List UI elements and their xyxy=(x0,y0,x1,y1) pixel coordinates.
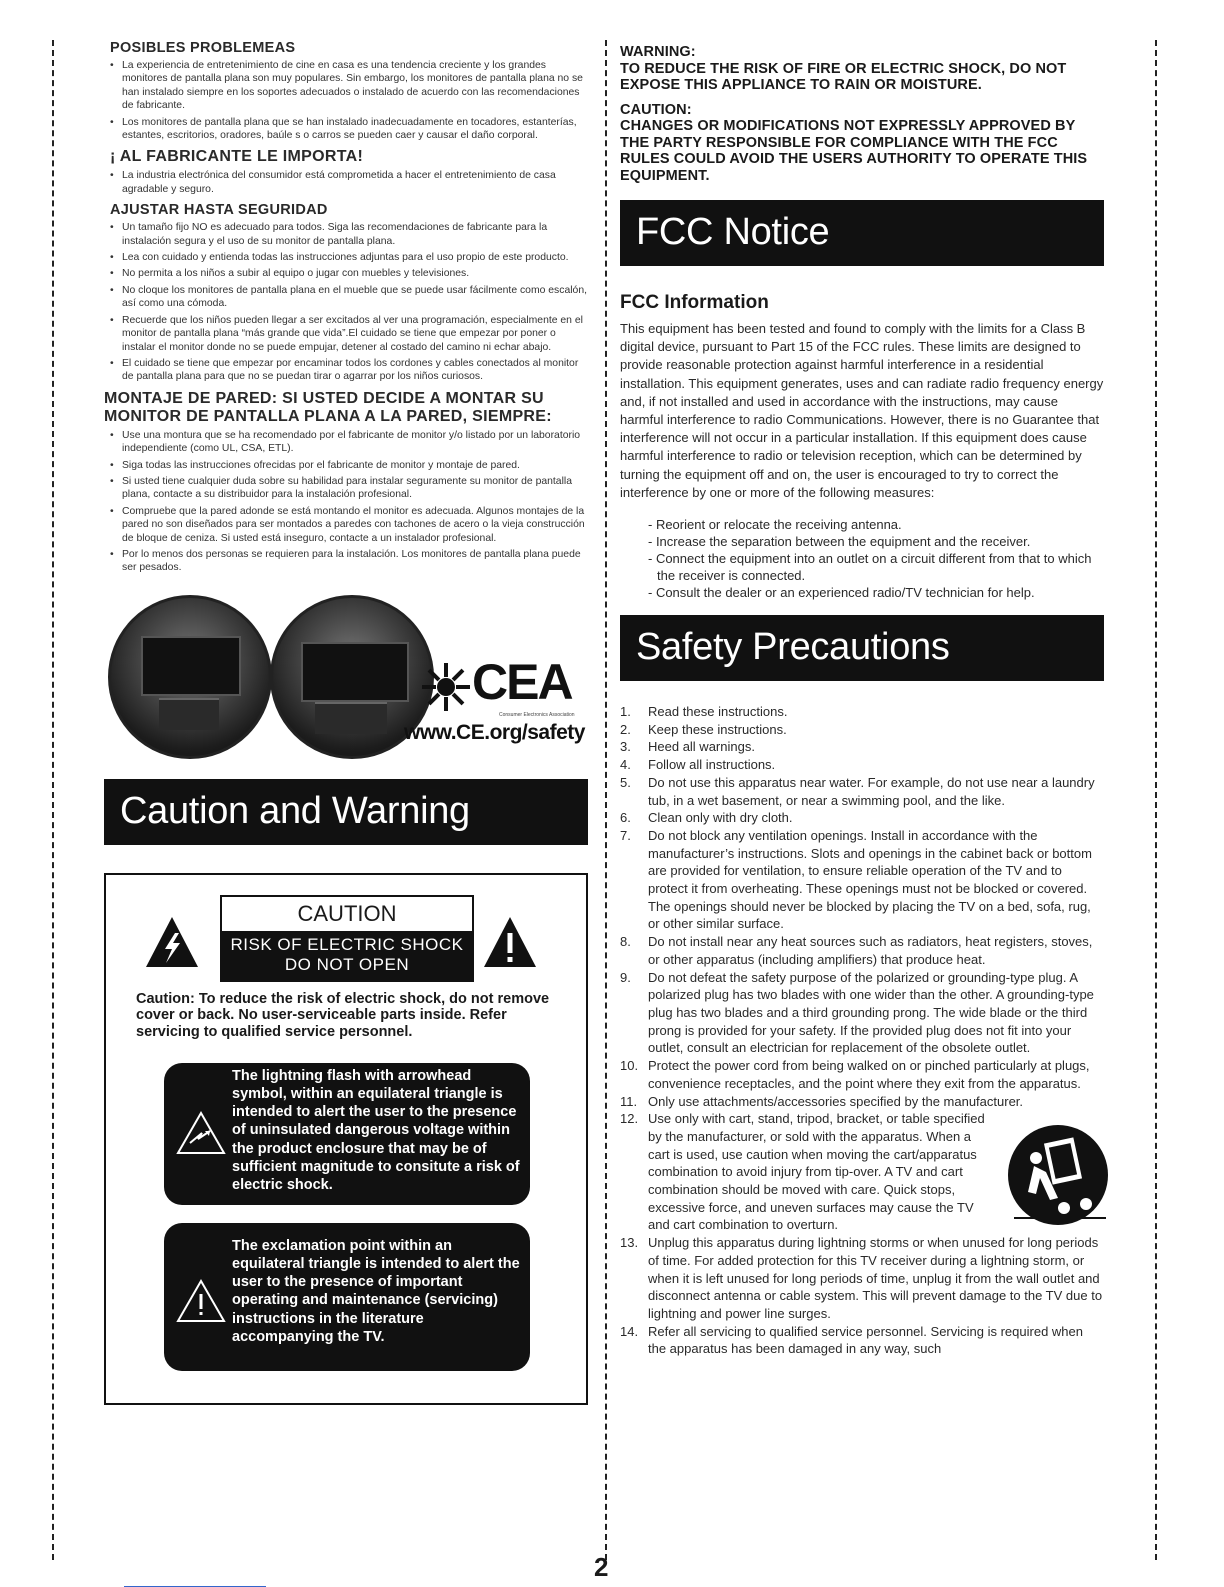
list-item xyxy=(620,774,1104,809)
list-item xyxy=(620,738,1104,756)
list-item: - Connect the equipment into an outlet on a circuit different from that to which the receiver is connected. xyxy=(648,551,1092,584)
item-text: Do not install near any heat sources such as radiators, heat registers, stoves, or other apparatus (including amplifiers) that produce heat. xyxy=(648,934,1093,967)
item-number: 11. xyxy=(620,1093,638,1109)
item-number: 10. xyxy=(620,1058,639,1074)
list-item: • Lea con cuidado y entienda todas las instrucciones adjuntas para el uso propio de este producto. xyxy=(104,251,588,264)
exclamation-outline-icon xyxy=(176,1279,226,1323)
item-text: Unplug this apparatus during lightning storms or when unused for long periods of time. For added protection for this TV receiver during a lightning storm, or when it is left unused for long periods of time, unplug it from the wall outlet and disconnect antenna or cable system. This will prevent damage to the TV due to lightning and power line surges. xyxy=(648,1235,1103,1321)
caution-box xyxy=(104,873,588,1405)
safety-precautions-list xyxy=(620,703,1104,1358)
item-number: 5. xyxy=(620,774,631,790)
left-column xyxy=(104,40,588,1405)
right-column xyxy=(620,44,1104,1358)
item-number: 6. xyxy=(620,810,631,826)
item-number: 9. xyxy=(620,969,631,985)
item-number: 3. xyxy=(620,739,631,755)
exclamation-explanation-panel xyxy=(164,1223,530,1371)
fcc-body-text: This equipment has been tested and found to comply with the limits for a Class B digital device, pursuant to Part 15 of the FCC rules. These limits are designed to provide reasonable protection against harmful interference in a residential installation. This equipment generates, uses and can radiate radio frequency energy and, if not installed and used in accordance with the instructions, may cause harmful interference to radio Communications. However, there is no Guarantee that interference will not occur in a particular installation. If this equipment does cause harmful interference to radio or television reception, which can be determined by turning the equipment off and on, the user is encouraged to try to correct the interference by one or more of the following measures: xyxy=(620,321,1104,500)
warning-heading: WARNING: xyxy=(620,44,696,60)
exclamation-triangle-icon xyxy=(482,915,538,971)
cea-logo: CEA xyxy=(472,653,572,710)
list-item xyxy=(620,1234,1104,1323)
list-item: • El cuidado se tiene que empezar por encaminar todos los cordones y cables conectados al monitor de pantalla plana para que no se puedan tirar o agarrar por los niños curiosos. xyxy=(104,357,588,384)
item-text: Clean only with dry cloth. xyxy=(648,810,793,826)
list-item: • La experiencia de entretenimiento de cine en casa es una tendencia creciente y los grandes monitores de pantalla plana son muy populares. Sin embargo, los monitores de pantalla plana no se han instalado siempre en los soportes adecuados o instalado de acuerdo con las recomendaciones de fabricante. xyxy=(104,59,588,113)
list-item xyxy=(620,809,1104,827)
list-item: - Consult the dealer or an experienced radio/TV technician for help. xyxy=(648,585,1035,601)
spanish-heading-3: AJUSTAR HASTA SEGURIDAD xyxy=(110,202,328,219)
spanish-heading-4-line1: MONTAJE DE PARED: SI USTED DECIDE A MONTAR SU xyxy=(104,389,544,407)
list-item xyxy=(620,969,1104,1058)
item-text: Use only with cart, stand, tripod, bracket, or table specified by the manufacturer, or sold with the apparatus. When a cart is used, use caution when moving the cart/apparatus combination to avoid injury from tip-over. A TV and cart combination should be moved with care. Quick stops, excessive force, and uneven surfaces may cause the TV and cart combination to overturn. xyxy=(648,1111,985,1233)
cea-url: www.CE.org/safety xyxy=(404,720,585,744)
list-item: • Compruebe que la pared adonde se está montando el monitor es adecuada. Algunos montajes de la pared no son diseñados para ser montados a paredes con tachones de acero o la vieja construcción de bloque de ceniza. Si usted está inseguro, contacte a un instalador profesional. xyxy=(104,505,588,545)
list-item: • Por lo menos dos personas se requieren para la instalación. Los monitores de pantalla plana puede ser pesados. xyxy=(104,548,588,575)
spanish-heading-4 xyxy=(104,390,588,426)
lightning-explanation-panel xyxy=(164,1063,530,1205)
item-number: 2. xyxy=(620,721,631,737)
list-item: • Si usted tiene cualquier duda sobre su habilidad para instalar seguramente su monitor de pantalla plana, contacte a su distribuidor para la instalación profesional. xyxy=(104,475,588,502)
list-item xyxy=(620,827,1104,933)
warning-text: TO REDUCE THE RISK OF FIRE OR ELECTRIC SHOCK, DO NOT EXPOSE THIS APPLIANCE TO RAIN OR MOISTURE. xyxy=(620,60,1067,93)
list-item: • No cloque los monitores de pantalla plana en el mueble que se puede usar fácilmente como escalón, así como una cómoda. xyxy=(104,284,588,311)
item-number: 13. xyxy=(620,1235,639,1251)
item-number: 4. xyxy=(620,757,631,773)
list-item xyxy=(620,721,1104,739)
caution-heading: CAUTION: xyxy=(620,101,692,118)
caution-text: Caution: To reduce the risk of electric shock, do not remove cover or back. No user-serviceable parts inside. Refer servicing to qualified service personnel. xyxy=(136,990,550,1040)
lightning-triangle-icon xyxy=(144,915,200,971)
item-text: Refer all servicing to qualified service personnel. Servicing is required when the apparatus has been damaged in any way, such xyxy=(648,1323,1083,1357)
item-number: 14. xyxy=(620,1323,639,1339)
item-number: 7. xyxy=(620,827,631,843)
right-cut-line xyxy=(1155,40,1157,1560)
caution-label-title: CAUTION xyxy=(297,900,397,926)
item-text: Keep these instructions. xyxy=(648,721,787,737)
list-item xyxy=(620,1093,1104,1111)
spanish-list-1 xyxy=(104,59,588,142)
fcc-information-heading: FCC Information xyxy=(620,292,769,313)
item-number: 8. xyxy=(620,934,631,950)
caution-warning-banner: Caution and Warning xyxy=(104,779,588,845)
item-text: Read these instructions. xyxy=(648,704,788,720)
left-cut-line xyxy=(52,40,54,1560)
list-item: • Recuerde que los niños pueden llegar a ser excitados al ver una programación, especialmente en el monitor de pantalla plana “más grande que vida”.El cuidado se tiene que empezar por poner o instalar el monitor donde no se puede empujar, detener al costado del camino ni echar abajo. xyxy=(104,314,588,354)
list-item xyxy=(620,1323,1104,1358)
list-item: • Un tamaño fijo NO es adecuado para todos. Siga las recomendaciones de fabricante para la instalación segura y el uso de su monitor de pantalla plana. xyxy=(104,221,588,248)
fcc-measures-list xyxy=(648,516,1104,601)
spanish-list-2 xyxy=(104,169,588,196)
spanish-heading-4-line2: MONITOR DE PANTALLA PLANA A LA PARED, SIEMPRE: xyxy=(104,407,552,425)
spanish-heading-2: ¡ AL FABRICANTE LE IMPORTA! xyxy=(110,148,364,166)
item-text: Protect the power cord from being walked on or pinched particularly at plugs, convenience receptacles, and the point where they exit from the apparatus. xyxy=(648,1058,1090,1091)
center-cut-line xyxy=(605,40,607,1560)
fcc-notice-banner: FCC Notice xyxy=(620,200,1104,266)
cea-starburst-icon xyxy=(422,663,470,711)
caution-modifications-text: CHANGES OR MODIFICATIONS NOT EXPRESSLY APPROVED BY THE PARTY RESPONSIBLE FOR COMPLIANCE WITH THE FCC RULES COULD AVOID THE USERS AUTHORITY TO OPERATE THIS EQUIPMENT. xyxy=(620,118,1088,184)
item-text: Do not use this apparatus near water. For example, do not use near a laundry tub, in a wet basement, or near a swimming pool, and the like. xyxy=(648,774,1095,808)
list-item: • No permita a los niños a subir al equipo o jugar con muebles y televisiones. xyxy=(104,267,588,280)
item-text: Follow all instructions. xyxy=(648,757,776,773)
lightning-outline-icon xyxy=(176,1111,226,1155)
safety-precautions-banner: Safety Precautions xyxy=(620,615,1104,681)
spanish-list-3 xyxy=(104,221,588,383)
item-text: Only use attachments/accessories specified by the manufacturer. xyxy=(648,1093,1024,1109)
item-number: 12. xyxy=(620,1111,639,1127)
item-text: Do not defeat the safety purpose of the polarized or grounding-type plug. A polarized plug has two blades with one wider than the other. A grounding-type plug has two blades and a third grounding prong. The wide blade or the third prong is provided for your safety. If the provided plug does not fit into your outlet, consult an electrician for replacement of the obsolete outlet. xyxy=(648,969,1094,1056)
item-text: Heed all warnings. xyxy=(648,739,755,755)
spanish-heading-1: POSIBLES PROBLEMEAS xyxy=(110,40,296,56)
spanish-list-4 xyxy=(104,429,588,575)
list-item: • Use una montura que se ha recomendado por el fabricante de monitor y/o listado por un laboratorio independiente (como UL, CSA, ETL). xyxy=(104,429,588,456)
list-item xyxy=(620,933,1104,968)
list-item: - Reorient or relocate the receiving antenna. xyxy=(648,517,902,533)
list-item: • Siga todas las instrucciones ofrecidas por el fabricante de monitor y montaje de pared. xyxy=(104,459,588,472)
caution-label-subtext xyxy=(222,931,472,980)
list-item xyxy=(620,1110,1104,1234)
item-number: 1. xyxy=(620,704,631,720)
list-item xyxy=(620,756,1104,774)
do-not-open-line: DO NOT OPEN xyxy=(284,954,410,974)
cea-subtitle: Consumer Electronics Association xyxy=(499,711,575,718)
cart-tipover-icon xyxy=(1006,1120,1110,1230)
list-item: - Increase the separation between the equipment and the receiver. xyxy=(648,534,1031,550)
tv-safety-image-row xyxy=(104,587,588,763)
list-item xyxy=(620,703,1104,721)
list-item xyxy=(620,1057,1104,1092)
list-item: • Los monitores de pantalla plana que se han instalado inadecuadamente en tocadores, estanterías, estantes, escritorios, oradores, baúle s o carros se pueden caer y causar el daño corporal. xyxy=(104,116,588,143)
page-number: 2 xyxy=(594,1552,609,1582)
item-text: Do not block any ventilation openings. Install in accordance with the manufacturer’s instructions. Slots and openings in the cabinet back or bottom are provided for ventilation, to ensure reliable operation of the TV and to protect it from overheating. These openings must not be blocked or covered. The openings should never be blocked by placing the TV on a bed, sofa, rug, or other similar surface. xyxy=(648,827,1092,932)
list-item: • La industria electrónica del consumidor está comprometida a hacer el entretenimiento de casa agradable y seguro. xyxy=(104,169,588,196)
exclamation-explanation-text: The exclamation point within an equilateral triangle is intended to alert the user to the presence of important operating and maintenance (servicing) instructions in the literature accompanying the TV. xyxy=(232,1237,520,1345)
caution-label xyxy=(220,895,474,982)
lightning-explanation-text: The lightning flash with arrowhead symbol, within an equilateral triangle is intended to alert the user to the presence of uninsulated dangerous voltage within the product enclosure that may be of sufficient magnitude to consitute a risk of electric shock. xyxy=(232,1067,520,1193)
risk-line: RISK OF ELECTRIC SHOCK xyxy=(230,934,464,954)
tv-furniture-photo xyxy=(108,595,272,759)
